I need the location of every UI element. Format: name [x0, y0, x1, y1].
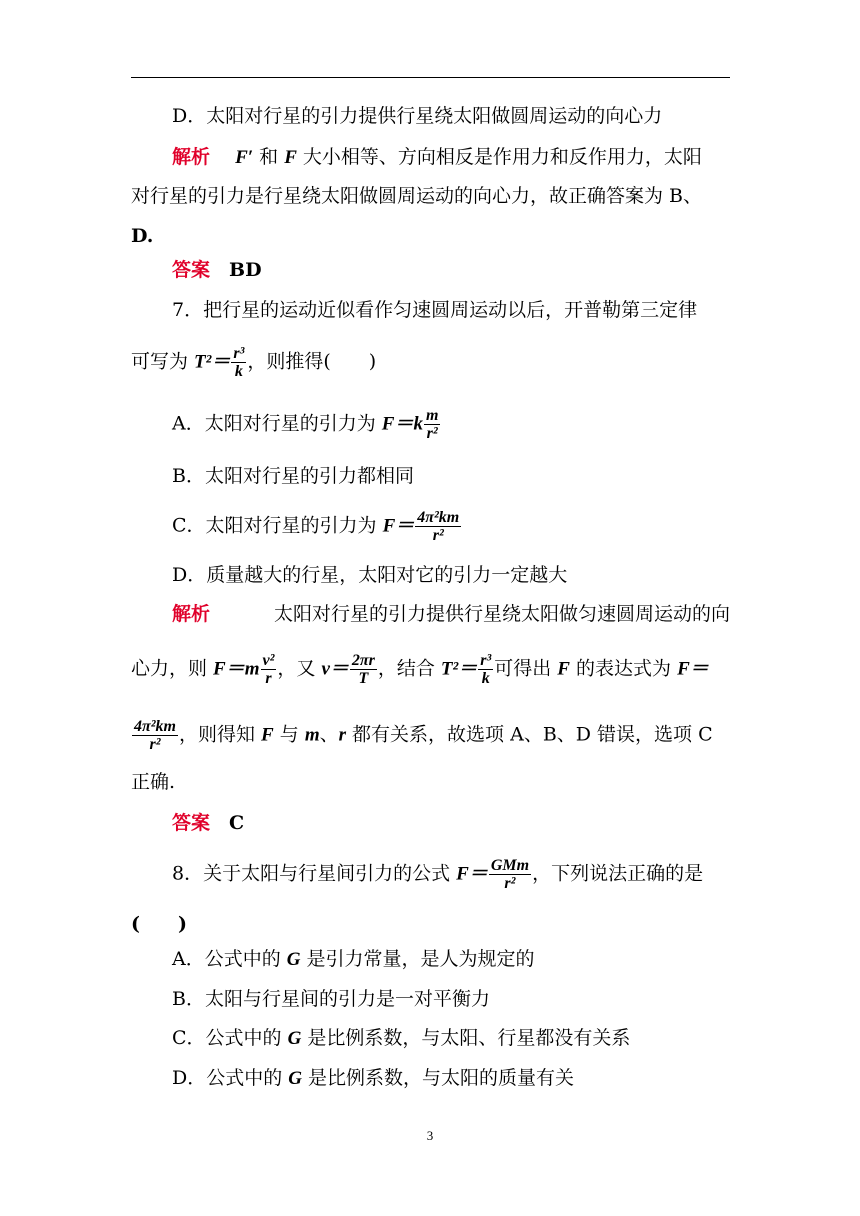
- q6-analysis-line-1: 解析 F′ 和 F 大小相等、方向相反是作用力和反作用力，太阳: [172, 146, 702, 168]
- q7-option-c: C．太阳对行星的引力为 F＝ $\frac{\text{4π²km}}{\text{r²}}$: [172, 509, 460, 544]
- answer-label: 答案: [172, 812, 211, 834]
- page-number: 3: [426, 1128, 434, 1143]
- q7-option-d: D．质量越大的行星，太阳对它的引力一定越大: [172, 564, 568, 586]
- q8-stem-line-2: ( ): [131, 913, 187, 935]
- analysis-label: 解析: [172, 146, 211, 168]
- q8-option-c: C．公式中的 G 是比例系数，与太阳、行星都没有关系: [172, 1027, 631, 1049]
- fraction: $\frac{\text{v²}}{r}$: [262, 652, 275, 687]
- answer-value: C: [229, 812, 245, 834]
- fraction: $\frac{\text{r³}}{k}$: [233, 345, 245, 380]
- fraction: $\frac{m}{\text{r²}}$: [425, 407, 439, 442]
- fraction: $\frac{\text{4π²km}}{\text{r²}}$: [417, 509, 460, 544]
- answer-label: 答案: [172, 259, 211, 281]
- q6-option-d: D．太阳对行星的引力提供行星绕太阳做圆周运动的向心力: [172, 105, 663, 127]
- q7-stem-line-2: 可写为 T²＝ $\frac{\text{r³}}{k}$ ，则推得( ): [131, 345, 377, 380]
- q8-option-d: D．公式中的 G 是比例系数，与太阳的质量有关: [172, 1067, 575, 1089]
- q6-analysis-line-3: D.: [131, 225, 154, 247]
- q7-analysis-line-2: 心力，则 F＝m $\frac{\text{v²}}{r}$ ，又 v＝ $\frac{2\pi r}{T}$ ，结合 T²＝ $\frac{\text{r³}}{k}$ 可得出 F 的表达式为 F＝: [131, 652, 709, 687]
- fraction: $\frac{\text{r³}}{k}$: [480, 652, 492, 687]
- q7-option-a: A．太阳对行星的引力为 F＝k $\frac{m}{\text{r²}}$: [172, 407, 439, 442]
- q6-analysis-line-2: 对行星的引力是行星绕太阳做圆周运动的向心力，故正确答案为 B、: [131, 185, 703, 207]
- q8-stem-line-1: 8．关于太阳与行星间引力的公式 F＝ $\frac{\text{GMm}}{\text{r²}}$ ，下列说法正确的是: [172, 857, 704, 892]
- fraction: $\frac{\text{GMm}}{\text{r²}}$: [490, 857, 530, 892]
- fraction: $\frac{2\pi r}{T}$: [351, 652, 375, 687]
- q6-answer: [172, 258, 730, 282]
- q7-analysis-line-4: 正确.: [131, 771, 176, 793]
- fraction: $\frac{\text{4π²km}}{\text{r²}}$: [134, 718, 176, 753]
- header-rule: [131, 77, 730, 78]
- answer-value: BD: [229, 259, 262, 281]
- q7-answer: [172, 811, 730, 835]
- q7-stem-line-1: 7．把行星的运动近似看作匀速圆周运动以后，开普勒第三定律: [172, 299, 698, 321]
- q8-option-a: A．公式中的 G 是引力常量，是人为规定的: [172, 948, 535, 970]
- q8-option-b: B．太阳与行星间的引力是一对平衡力: [172, 988, 490, 1010]
- q7-analysis-line-1: 解析 太阳对行星的引力提供行星绕太阳做匀速圆周运动的向: [172, 603, 730, 625]
- q7-analysis-line-3: $\frac{\text{4π²km}}{\text{r²}}$ ，则得知 F 与 m、r 都有关系，故选项 A、B、D 错误，选项 C: [134, 718, 713, 753]
- q7-option-b: B．太阳对行星的引力都相同: [172, 465, 414, 487]
- analysis-label: 解析: [172, 603, 211, 625]
